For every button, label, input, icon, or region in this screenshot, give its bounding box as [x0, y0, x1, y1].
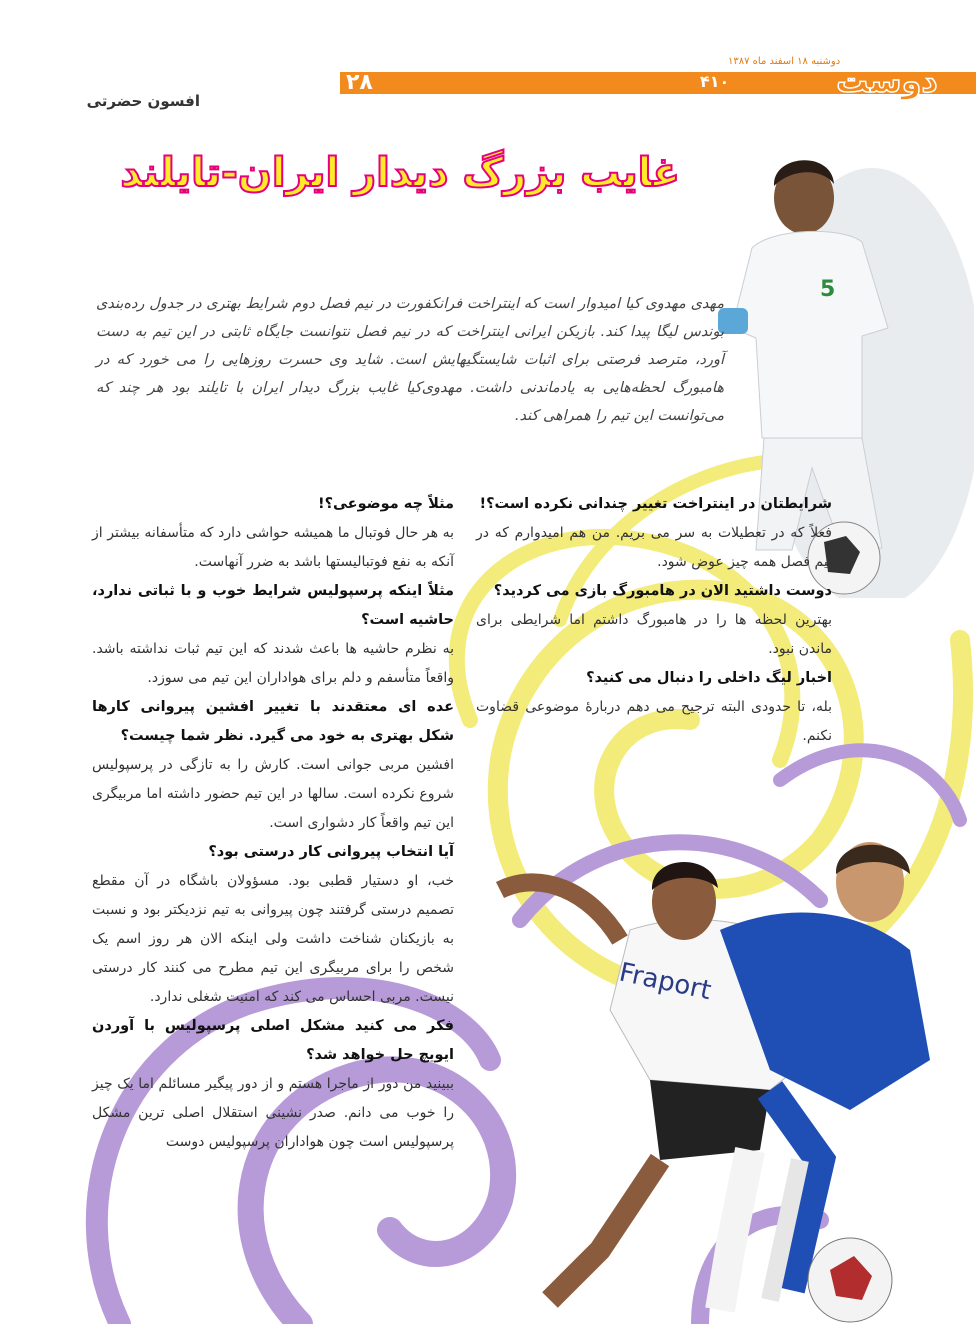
answer: به هر حال فوتبال ما همیشه حواشی دارد که متأسفانه بیشتر از آنکه به نفع فوتبالیستها باشد به ضرر آنهاست.	[92, 525, 454, 570]
answer: ببینید من دور از ماجرا هستم و از دور پیگیر مسائلم اما یک چیز را خوب می دانم. صدر نشینی استقلال اصلی ترین مشکل پرسپولیس است چون هواداران پرسپولیس دوست	[92, 1076, 454, 1150]
issue-date: دوشنبه ۱۸ اسفند ماه ۱۳۸۷	[728, 56, 841, 67]
question: فکر می کنید مشکل اصلی پرسپولیس با آوردن ایویچ حل خواهد شد؟	[92, 1018, 454, 1063]
answer: فعلاً که در تعطیلات به سر می بریم. من هم امیدوارم که در نیم فصل همه چیز عوض شود.	[476, 525, 832, 570]
question: شرایطتان در اینتراخت تغییر چندانی نکرده است؟!	[479, 496, 832, 512]
svg-text:5: 5	[820, 277, 836, 302]
players-photo-bottom	[470, 830, 976, 1324]
page-number: ۲۸	[346, 70, 373, 95]
magazine-logo	[812, 58, 962, 102]
interview-column-left	[92, 490, 454, 1157]
question: آیا انتخاب پیروانی کار درستی بود؟	[208, 844, 454, 860]
question: دوست داشتید الان در هامبورگ بازی می کردید؟	[493, 583, 832, 599]
question: مثلاً چه موضوعی؟!	[317, 496, 454, 512]
answer: بهترین لحظه ها را در هامبورگ داشتم اما شرایطی برای ماندن نبود.	[476, 612, 832, 657]
answer: خب، او دستیار قطبی بود. مسؤولان باشگاه در آن مقطع تصمیم درستی گرفتند چون پیروانی به تیم نزدیکتر بود و نسبت به بازیکنان شناخت داشت ولی اینکه الان هر روز اسم یک شخص را برای مربیگری این تیم مطرح می کنند کار درستی نیست. مربی احساس می کند که امنیت شغلی ندارد.	[92, 873, 454, 1005]
answer: بله، تا حدودی البته ترجیح می دهم دربارهٔ موضوعی قضاوت نکنم.	[476, 699, 832, 744]
answer: افشین مربی جوانی است. کارش را به تازگی در پرسپولیس شروع نکرده است. سالها در این تیم حضور داشته اما مربیگری این تیم واقعاً کار دشواری است.	[92, 757, 454, 831]
author-name: افسون حضرتی	[86, 92, 200, 110]
article-headline: غایب بزرگ دیدار ایران-تایلند	[120, 150, 680, 196]
answer: به نظرم حاشیه ها باعث شدند که این تیم ثبات نداشته باشد. واقعاً متأسفم و دلم برای هواداران این تیم می سوزد.	[92, 641, 454, 686]
question: عده ای معتقدند با تغییر افشین پیروانی کارها شکل بهتری به خود می گیرد. نظر شما چیست؟	[92, 699, 454, 744]
issue-number: ۴۱۰	[700, 72, 730, 91]
logo-text: دوست	[836, 62, 938, 100]
article-intro: مهدی مهدوی کیا امیدوار است که اینتراخت فرانکفورت در نیم فصل دوم شرایط بهتری در جدول رده‌بندی بوندس لیگا پیدا کند. بازیکن ایرانی اینتراخت که در نیم فصل نتوانست جایگاه ثابتی در این تیم به دست آورد، مترصد فرصتی برای اثبات شایستگیهایش است. شاید وی حسرت روزهایی را می خورد که در هامبورگ لحظه‌هایی به یادماندنی داشت. مهدوی‌کیا غایب بزرگ دیدار ایران با تایلند بود هر چند که می‌توانست این تیم را همراهی کند.	[96, 296, 724, 424]
question: اخبار لیگ داخلی را دنبال می کنید؟	[586, 670, 832, 686]
jersey-sponsor: Fraport	[616, 957, 714, 1007]
interview-column-right	[476, 490, 832, 751]
question: مثلاً اینکه پرسپولیس شرایط خوب و با ثباتی ندارد، حاشیه است؟	[92, 583, 454, 628]
